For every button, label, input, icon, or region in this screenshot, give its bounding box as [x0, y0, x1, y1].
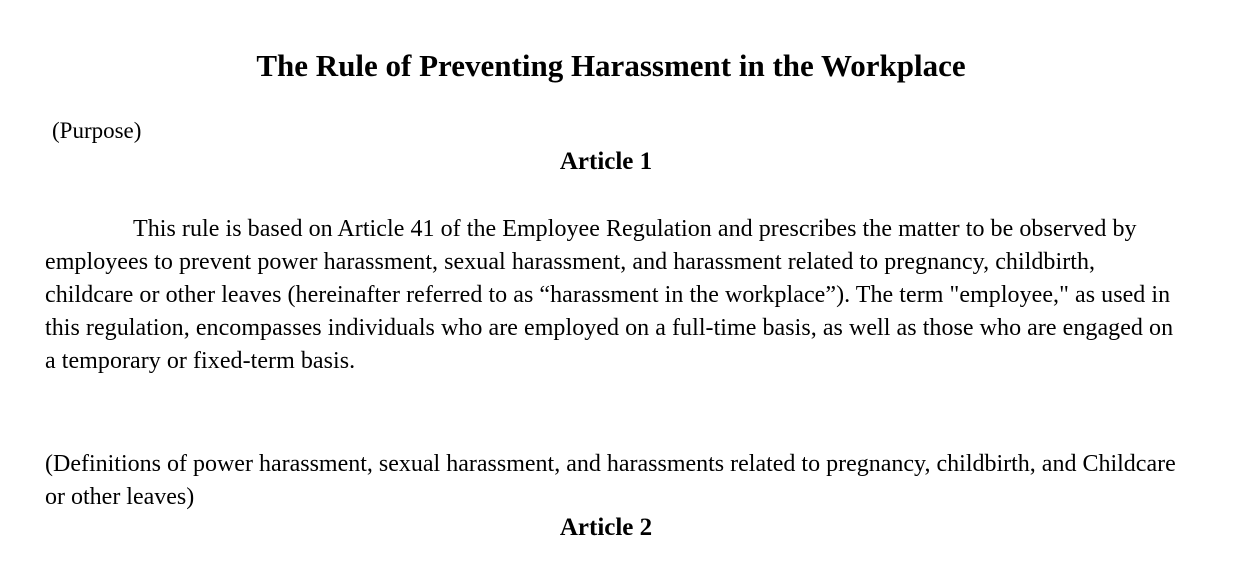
document-title: The Rule of Preventing Harassment in the Workplace [256, 48, 966, 83]
article-2-label: (Definitions of power harassment, sexual harassment, and harassments related to pregnancy, childbirth, and Childcare or other leaves) [45, 451, 1176, 510]
article-1-body: This rule is based on Article 41 of the Employee Regulation and prescribes the matter to be observed by employees to prevent power harassment, sexual harassment, and harassment related to pregnancy, childbirth, childcare or other leaves (hereinafter referred to as “harassment in the workplace”). The term "employee," as used in this regulation, encompasses individuals who are employed on a full-time basis, as well as those who are engaged on a temporary or fixed-term basis. [45, 216, 1174, 374]
article-1-heading: Article 1 [559, 148, 653, 175]
article-2-heading: Article 2 [559, 514, 653, 541]
article-1-label: (Purpose) [52, 118, 142, 143]
